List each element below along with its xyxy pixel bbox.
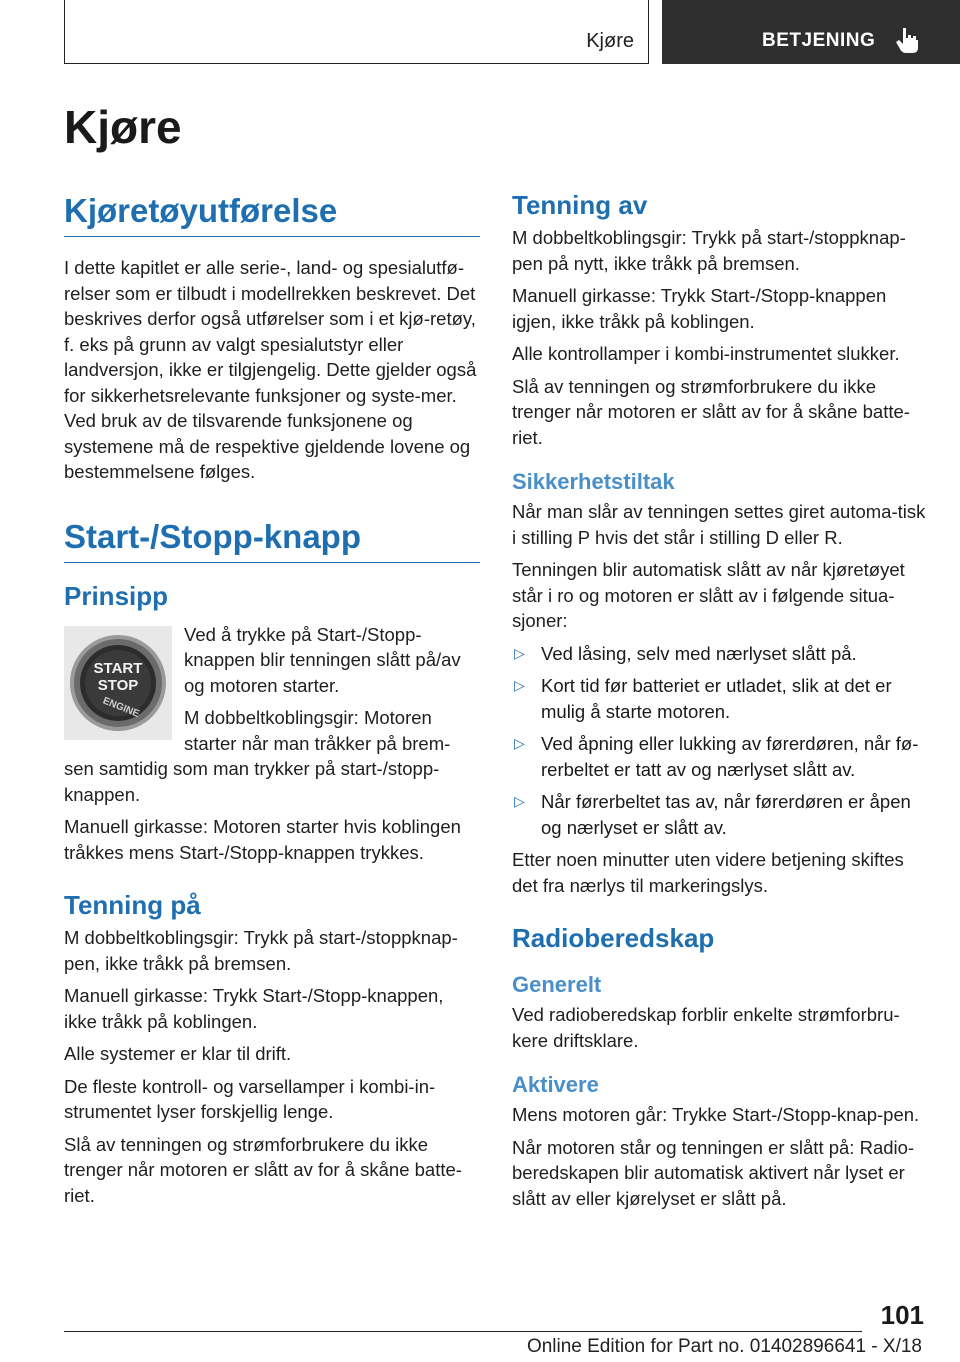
paragraph: M dobbeltkoblingsgir: Motoren starter når man tråkker på brem-sen samtidig som man trykker på start-/stopp-knappen.: [64, 707, 451, 805]
list-item: ▷ Ved låsing, selv med nærlyset slått på.: [512, 641, 928, 667]
page-title: Kjøre: [64, 101, 182, 153]
paragraph: Alle systemer er klar til drift.: [64, 1043, 292, 1064]
pointing-hand-icon: [894, 26, 920, 54]
paragraph: Manuell girkasse: Trykk Start-/Stopp-knappen, ikke tråkk på koblingen.: [64, 985, 444, 1032]
triangle-bullet-icon: ▷: [514, 735, 525, 751]
paragraph: Etter noen minutter uten videre betjening skiftes det fra nærlys til markeringslys.: [512, 849, 904, 896]
page-number: 101: [880, 1300, 924, 1330]
triangle-bullet-icon: ▷: [514, 644, 525, 661]
paragraph: Tenningen blir automatisk slått av når kjøretøyet står i ro og motoren er slått av i følgende situa-sjoner:: [512, 559, 905, 631]
section-heading-start-stopp: Start-/Stopp-knapp: [64, 518, 480, 563]
paragraph: M dobbeltkoblingsgir: Trykk på start-/stoppknap-pen, ikke tråkk på bremsen.: [64, 927, 458, 974]
subheading-sikkerhetstiltak: Sikkerhetstiltak: [512, 469, 675, 494]
paragraph: Alle kontrollamper i kombi-instrumentet slukker.: [512, 343, 900, 364]
subheading-tenning-paa: Tenning på: [64, 890, 201, 920]
button-image-text-engine: ENGINE: [101, 694, 141, 720]
paragraph: Ved å trykke på Start-/Stopp-knappen blir tenningen slått på/av og motoren starter.: [184, 623, 461, 696]
paragraph: Manuell girkasse: Motoren starter hvis koblingen tråkkes mens Start-/Stopp-knappen trykkes.: [64, 816, 461, 863]
list-item: ▷ Kort tid før batteriet er utladet, slik at det er mulig å starte motoren.: [514, 675, 892, 722]
paragraph: Manuell girkasse: Trykk Start-/Stopp-knappen igjen, ikke tråkk på koblingen.: [512, 285, 887, 332]
paragraph: Ved radioberedskap forblir enkelte strømforbru-kere driftsklare.: [512, 1004, 900, 1051]
paragraph: Når motoren står og tenningen er slått på: Radio-beredskapen blir automatisk aktivert når lyset er slått av eller kjørelyset er slått på.: [512, 1136, 915, 1209]
paragraph: I dette kapitlet er alle serie-, land- og spesialutfø-relser som er tilbudt i modellrekken beskrevet. Det beskrives derfor også utførelser som i et kjø-retøy, f. eks på grunn av valgt spesialutstyr eller landversjon, ikke er tilgjengelig. Dette gjelder også for sikkerhetsrelevante funksjoner og syste-mer. Ved bruk av de tilsvarende funksjonene og systemene må de respektive gjeldende lovene og bestemmelsene følges.: [64, 257, 477, 482]
header-section-label: Kjøre: [586, 30, 634, 52]
right-column: [512, 190, 928, 1218]
start-stop-button-image: [64, 626, 172, 740]
subheading-radioberedskap: Radioberedskap: [512, 923, 715, 953]
subheading-prinsipp: Prinsipp: [64, 580, 169, 611]
list-item: ▷ Ved åpning eller lukking av førerdøren, når fø-rerbeltet er tatt av og nærlyset slått av.: [514, 733, 919, 780]
subheading-aktivere: Aktivere: [512, 1072, 599, 1097]
section-heading-kjoretoyutforelse: Kjøretøyutførelse: [64, 192, 480, 237]
triangle-bullet-icon: ▷: [514, 677, 525, 693]
paragraph: Når man slår av tenningen settes giret automa-tisk i stilling P hvis det står i stilling D eller R.: [512, 501, 926, 548]
triangle-bullet-icon: ▷: [514, 793, 525, 809]
footer-edition: Online Edition for Part no. 01402896641 - X/18: [526, 1336, 922, 1357]
header-chapter-tab: [662, 0, 960, 64]
header-section-tab: [64, 0, 649, 64]
footer-divider: [64, 1331, 862, 1332]
paragraph: Slå av tenningen og strømforbrukere du ikke trenger når motoren er slått av for å skåne batte-riet.: [512, 375, 910, 448]
paragraph: De fleste kontroll- og varsellamper i kombi-in-strumentet lyser forskjellig lenge.: [64, 1075, 436, 1122]
header-chapter-label: BETJENING: [762, 30, 876, 51]
left-column: [64, 192, 480, 1215]
subheading-generelt: Generelt: [512, 972, 602, 997]
button-image-text-stop: STOP: [97, 676, 139, 694]
paragraph: M dobbeltkoblingsgir: Trykk på start-/stoppknap-pen på nytt, ikke tråkk på bremsen.: [512, 227, 906, 274]
subheading-tenning-av: Tenning av: [512, 190, 648, 220]
button-image-text-start: START: [93, 659, 143, 677]
paragraph: Slå av tenningen og strømforbrukere du ikke trenger når motoren er slått av for å skåne batte-riet.: [64, 1133, 462, 1206]
condition-list: [512, 641, 928, 841]
paragraph: Mens motoren går: Trykke Start-/Stopp-knap-pen.: [512, 1104, 920, 1125]
list-item: ▷ Når førerbeltet tas av, når førerdøren er åpen og nærlyset er slått av.: [514, 791, 911, 838]
